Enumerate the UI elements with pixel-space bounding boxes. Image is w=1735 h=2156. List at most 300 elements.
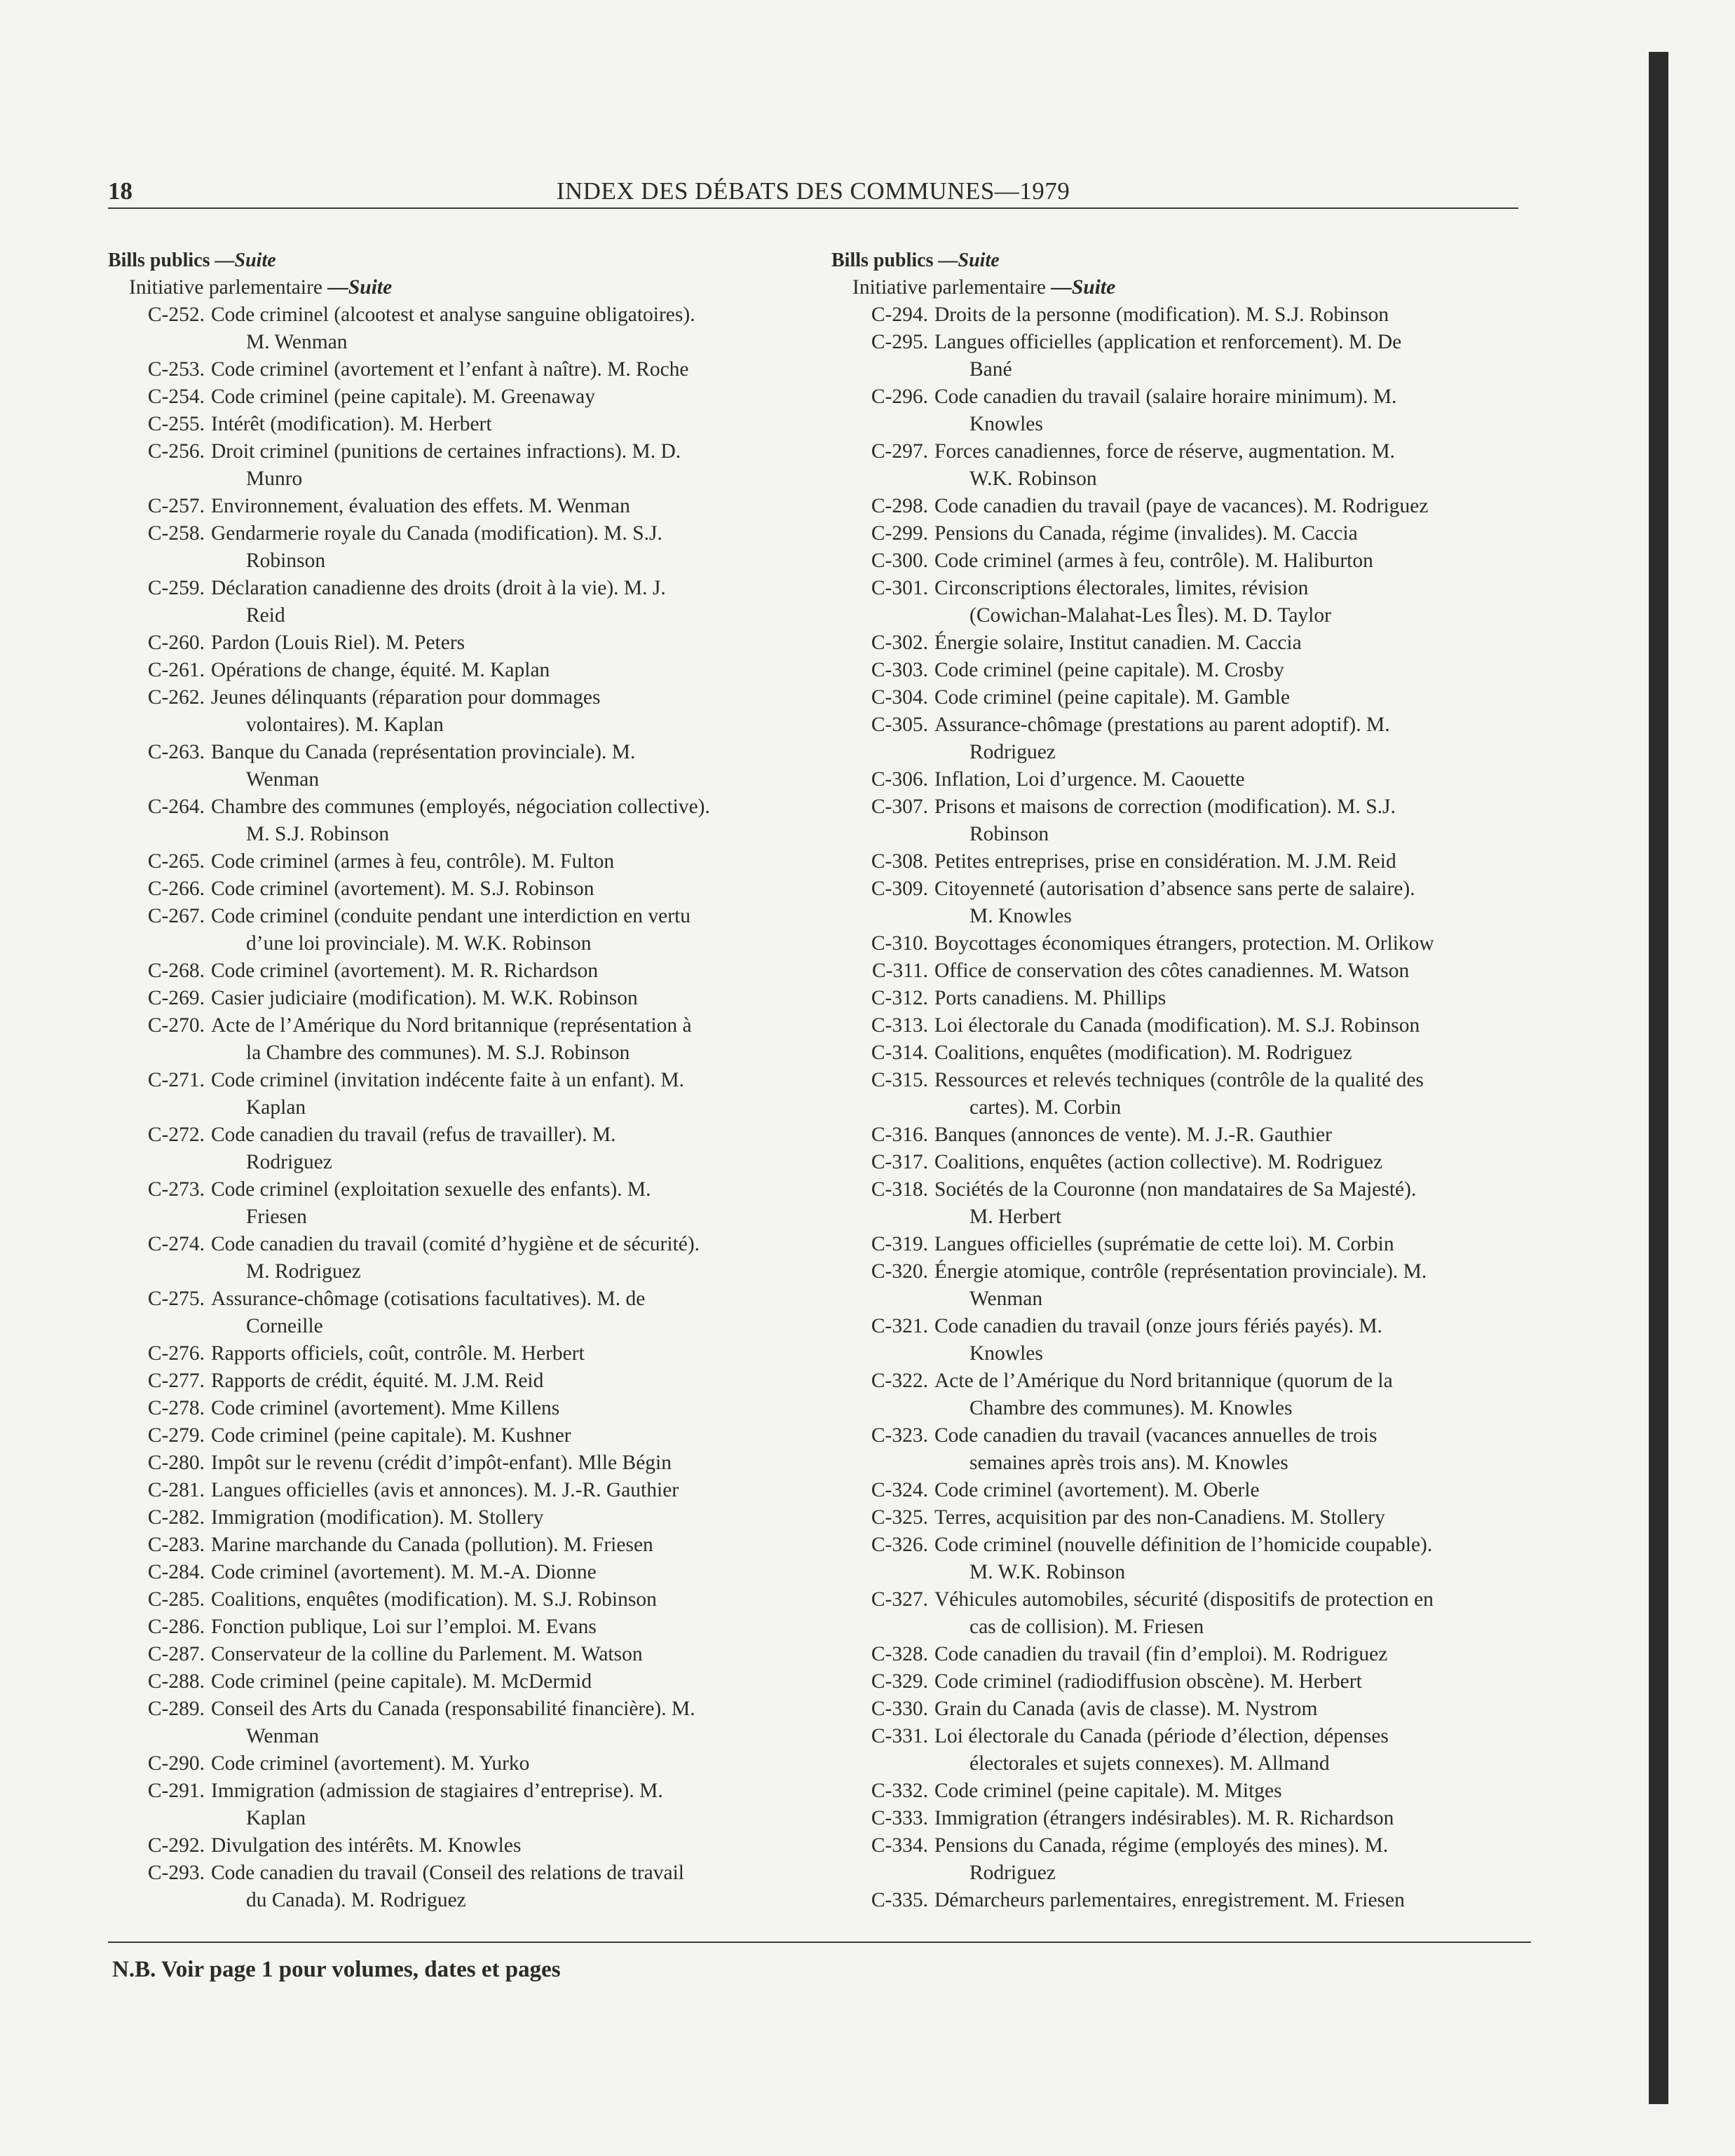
entry-line: Code criminel (avortement). Mme Killens bbox=[211, 1397, 560, 1419]
header-rule bbox=[108, 207, 1518, 209]
index-entry bbox=[831, 1067, 1532, 1121]
bill-description bbox=[934, 793, 1532, 848]
bill-number: C-306. bbox=[871, 768, 928, 791]
bill-number: C-317. bbox=[871, 1151, 928, 1173]
index-entry bbox=[831, 1176, 1532, 1231]
bill-number: C-256. bbox=[147, 440, 205, 463]
bill-description bbox=[211, 1750, 809, 1778]
entry-line: Code criminel (peine capitale). M. Kushner bbox=[211, 1424, 571, 1447]
index-entry bbox=[831, 1832, 1532, 1887]
bill-number: C-310. bbox=[871, 932, 928, 955]
entry-line: Coalitions, enquêtes (modification). M. Rodriguez bbox=[934, 1042, 1352, 1064]
bill-description bbox=[934, 301, 1532, 329]
entry-line: Rapports de crédit, équité. M. J.M. Reid bbox=[211, 1370, 544, 1392]
bill-description bbox=[934, 848, 1532, 875]
entry-line: Code criminel (armes à feu, contrôle). M. Haliburton bbox=[934, 550, 1373, 572]
bill-description bbox=[934, 985, 1532, 1012]
index-entry bbox=[108, 1668, 809, 1696]
bill-description bbox=[934, 547, 1532, 575]
bill-description bbox=[934, 1176, 1532, 1231]
entry-line: Jeunes délinquants (réparation pour dommages bbox=[211, 686, 601, 709]
entry-line: Code criminel (armes à feu, contrôle). M. Fulton bbox=[211, 850, 615, 873]
entry-line: Code criminel (invitation indécente faite à un enfant). M. bbox=[211, 1069, 684, 1091]
entry-line: Fonction publique, Loi sur l’emploi. M. Evans bbox=[211, 1616, 597, 1638]
index-entry bbox=[108, 1176, 809, 1231]
bill-number: C-257. bbox=[147, 495, 205, 517]
entry-continuation-line: M. Wenman bbox=[246, 331, 348, 353]
index-entry bbox=[831, 1477, 1532, 1504]
bill-number: C-282. bbox=[147, 1506, 205, 1529]
bill-number: C-324. bbox=[871, 1479, 928, 1501]
index-entry bbox=[108, 1750, 809, 1778]
footer-rule bbox=[108, 1942, 1531, 1943]
entry-continuation-line: cartes). M. Corbin bbox=[969, 1096, 1122, 1119]
bill-description bbox=[934, 1832, 1532, 1887]
entry-list bbox=[831, 301, 1532, 1914]
index-entry bbox=[108, 1778, 809, 1832]
bill-number: C-300. bbox=[871, 550, 928, 572]
bill-description bbox=[211, 739, 809, 793]
index-entry bbox=[831, 793, 1532, 848]
index-entry bbox=[108, 383, 809, 411]
bill-description bbox=[934, 1258, 1532, 1313]
entry-continuation-line: Friesen bbox=[246, 1206, 307, 1228]
index-entry bbox=[831, 1039, 1532, 1067]
bill-number: C-289. bbox=[147, 1698, 205, 1720]
index-entry bbox=[108, 985, 809, 1012]
entry-line: Circonscriptions électorales, limites, révision bbox=[934, 577, 1309, 599]
entry-line: Code canadien du travail (vacances annuelles de trois bbox=[934, 1424, 1377, 1447]
bill-number: C-288. bbox=[147, 1670, 205, 1693]
index-entry bbox=[831, 520, 1532, 547]
bill-number: C-326. bbox=[871, 1534, 928, 1556]
bill-description bbox=[211, 356, 809, 383]
entry-line: Déclaration canadienne des droits (droit à la vie). M. J. bbox=[211, 577, 666, 599]
index-entry bbox=[831, 1805, 1532, 1832]
bill-number: C-321. bbox=[871, 1315, 928, 1337]
right-column bbox=[831, 247, 1532, 1914]
entry-line: Droits de la personne (modification). M. S.J. Robinson bbox=[934, 303, 1389, 326]
bill-description bbox=[211, 957, 809, 985]
page-number: 18 bbox=[108, 177, 132, 205]
index-entry bbox=[831, 383, 1532, 438]
bill-number: C-313. bbox=[871, 1014, 928, 1037]
index-entry bbox=[831, 875, 1532, 930]
entry-line: Assurance-chômage (cotisations facultatives). M. de bbox=[211, 1288, 646, 1310]
index-entry bbox=[108, 1395, 809, 1422]
index-entry bbox=[108, 575, 809, 629]
bill-description bbox=[211, 1340, 809, 1367]
subsection-continued: —Suite bbox=[327, 276, 393, 299]
entry-continuation-line: électorales et sujets connexes). M. Allmand bbox=[969, 1752, 1330, 1775]
index-entry bbox=[108, 520, 809, 575]
index-entry bbox=[831, 1696, 1532, 1723]
index-entry bbox=[108, 903, 809, 957]
index-entry bbox=[831, 629, 1532, 657]
index-entry bbox=[108, 438, 809, 493]
bill-number: C-268. bbox=[147, 960, 205, 982]
bill-number: C-290. bbox=[147, 1752, 205, 1775]
subsection-continued: —Suite bbox=[1051, 276, 1116, 299]
entry-continuation-line: (Cowichan-Malahat-Les Îles). M. D. Taylor bbox=[969, 604, 1331, 627]
bill-description bbox=[934, 1723, 1532, 1778]
bill-number: C-323. bbox=[871, 1424, 928, 1447]
entry-continuation-line: Knowles bbox=[969, 1342, 1043, 1365]
entry-line: Immigration (admission de stagiaires d’entreprise). M. bbox=[211, 1780, 663, 1802]
index-entry bbox=[108, 657, 809, 684]
index-entry bbox=[831, 1231, 1532, 1258]
bill-description bbox=[934, 629, 1532, 657]
bill-number: C-301. bbox=[871, 577, 928, 599]
index-entry bbox=[108, 1285, 809, 1340]
bill-description bbox=[934, 1313, 1532, 1367]
bill-description bbox=[934, 1121, 1532, 1149]
bill-number: C-298. bbox=[871, 495, 928, 517]
index-entry bbox=[108, 1121, 809, 1176]
bill-description bbox=[934, 684, 1532, 711]
bill-description bbox=[934, 957, 1532, 985]
entry-line: Code criminel (conduite pendant une interdiction en vertu bbox=[211, 905, 691, 927]
entry-continuation-line: cas de collision). M. Friesen bbox=[969, 1616, 1204, 1638]
entry-line: Loi électorale du Canada (période d’élection, dépenses bbox=[934, 1725, 1389, 1747]
entry-line: Rapports officiels, coût, contrôle. M. Herbert bbox=[211, 1342, 585, 1365]
bill-description bbox=[211, 985, 809, 1012]
entry-line: Intérêt (modification). M. Herbert bbox=[211, 413, 492, 435]
index-entry bbox=[108, 629, 809, 657]
bill-description bbox=[211, 1367, 809, 1395]
entry-line: Acte de l’Amérique du Nord britannique (quorum de la bbox=[934, 1370, 1393, 1392]
entry-line: Grain du Canada (avis de classe). M. Nystrom bbox=[934, 1698, 1318, 1720]
entry-line: Conservateur de la colline du Parlement. M. Watson bbox=[211, 1643, 643, 1665]
bill-number: C-292. bbox=[147, 1834, 205, 1857]
entry-line: Banque du Canada (représentation provinciale). M. bbox=[211, 741, 636, 763]
index-entry bbox=[831, 1422, 1532, 1477]
bill-number: C-259. bbox=[147, 577, 205, 599]
entry-line: Prisons et maisons de correction (modification). M. S.J. bbox=[934, 796, 1396, 818]
index-entry bbox=[831, 985, 1532, 1012]
bill-number: C-287. bbox=[147, 1643, 205, 1665]
entry-line: Droit criminel (punitions de certaines infractions). M. D. bbox=[211, 440, 681, 463]
bill-description bbox=[211, 1778, 809, 1832]
bill-description bbox=[934, 575, 1532, 629]
bill-description bbox=[211, 1696, 809, 1750]
entry-line: Code canadien du travail (Conseil des relations de travail bbox=[211, 1862, 684, 1884]
bill-description bbox=[211, 1176, 809, 1231]
index-entry bbox=[831, 1641, 1532, 1668]
bill-number: C-319. bbox=[871, 1233, 928, 1255]
entry-continuation-line: Chambre des communes). M. Knowles bbox=[969, 1397, 1293, 1419]
entry-continuation-line: M. S.J. Robinson bbox=[246, 823, 390, 845]
index-entry bbox=[831, 493, 1532, 520]
subsection-heading bbox=[108, 274, 809, 301]
entry-line: Code criminel (peine capitale). M. Greenaway bbox=[211, 386, 595, 408]
entry-line: Véhicules automobiles, sécurité (dispositifs de protection en bbox=[934, 1588, 1434, 1611]
index-entry bbox=[831, 438, 1532, 493]
bill-number: C-277. bbox=[147, 1370, 205, 1392]
entry-continuation-line: Rodriguez bbox=[246, 1151, 332, 1173]
entry-continuation-line: W.K. Robinson bbox=[969, 468, 1097, 490]
index-entry bbox=[831, 848, 1532, 875]
bill-number: C-258. bbox=[147, 522, 205, 545]
bill-description bbox=[934, 1039, 1532, 1067]
entry-continuation-line: du Canada). M. Rodriguez bbox=[246, 1889, 466, 1911]
entry-line: Petites entreprises, prise en considération. M. J.M. Reid bbox=[934, 850, 1396, 873]
bill-number: C-332. bbox=[871, 1780, 928, 1802]
entry-line: Ports canadiens. M. Phillips bbox=[934, 987, 1166, 1009]
index-entry bbox=[108, 493, 809, 520]
bill-description bbox=[934, 493, 1532, 520]
entry-line: Code canadien du travail (paye de vacances). M. Rodriguez bbox=[934, 495, 1429, 517]
bill-number: C-276. bbox=[147, 1342, 205, 1365]
index-entry bbox=[831, 1121, 1532, 1149]
subsection-heading bbox=[831, 274, 1532, 301]
bill-description bbox=[211, 1559, 809, 1586]
entry-continuation-line: Reid bbox=[246, 604, 285, 627]
entry-line: Forces canadiennes, force de réserve, augmentation. M. bbox=[934, 440, 1395, 463]
bill-description bbox=[934, 1887, 1532, 1914]
entry-line: Chambre des communes (employés, négociation collective). bbox=[211, 796, 710, 818]
bill-number: C-327. bbox=[871, 1588, 928, 1611]
entry-continuation-line: Robinson bbox=[969, 823, 1049, 845]
index-entry bbox=[831, 1012, 1532, 1039]
index-entry bbox=[108, 739, 809, 793]
bill-description bbox=[934, 329, 1532, 383]
bill-number: C-299. bbox=[871, 522, 928, 545]
index-entry bbox=[108, 356, 809, 383]
index-entry bbox=[831, 329, 1532, 383]
entry-line: Code canadien du travail (comité d’hygiène et de sécurité). bbox=[211, 1233, 700, 1255]
bill-description bbox=[211, 848, 809, 875]
bill-number: C-335. bbox=[871, 1889, 928, 1911]
bill-number: C-281. bbox=[147, 1479, 205, 1501]
bill-description bbox=[934, 1668, 1532, 1696]
bill-number: C-291. bbox=[147, 1780, 205, 1802]
entry-line: Langues officielles (avis et annonces). M. J.-R. Gauthier bbox=[211, 1479, 679, 1501]
bill-description bbox=[211, 1504, 809, 1531]
section-heading bbox=[831, 247, 1532, 274]
bill-number: C-265. bbox=[147, 850, 205, 873]
bill-number: C-262. bbox=[147, 686, 205, 709]
index-entry bbox=[831, 684, 1532, 711]
bill-number: C-295. bbox=[871, 331, 928, 353]
entry-line: Code criminel (peine capitale). M. Mitges bbox=[934, 1780, 1282, 1802]
entry-line: Énergie atomique, contrôle (représentation provinciale). M. bbox=[934, 1260, 1427, 1283]
bill-description bbox=[211, 629, 809, 657]
index-entry bbox=[108, 1012, 809, 1067]
bill-number: C-284. bbox=[147, 1561, 205, 1583]
section-title: Bills publics bbox=[108, 250, 210, 271]
index-entry bbox=[831, 547, 1532, 575]
index-entry bbox=[108, 1340, 809, 1367]
bill-number: C-303. bbox=[871, 659, 928, 681]
entry-line: Démarcheurs parlementaires, enregistrement. M. Friesen bbox=[934, 1889, 1405, 1911]
entry-line: Langues officielles (suprématie de cette loi). M. Corbin bbox=[934, 1233, 1394, 1255]
bill-description bbox=[934, 1067, 1532, 1121]
bill-number: C-260. bbox=[147, 632, 205, 654]
index-entry bbox=[108, 684, 809, 739]
entry-line: Code canadien du travail (fin d’emploi). M. Rodriguez bbox=[934, 1643, 1388, 1665]
bill-description bbox=[211, 383, 809, 411]
index-entry bbox=[831, 1778, 1532, 1805]
bill-number: C-308. bbox=[871, 850, 928, 873]
bill-description bbox=[934, 711, 1532, 766]
bill-number: C-309. bbox=[871, 878, 928, 900]
entry-line: Code criminel (peine capitale). M. Crosby bbox=[934, 659, 1284, 681]
bill-number: C-328. bbox=[871, 1643, 928, 1665]
section-title: Bills publics bbox=[831, 250, 934, 271]
bill-number: C-293. bbox=[147, 1862, 205, 1884]
entry-line: Impôt sur le revenu (crédit d’impôt-enfant). Mlle Bégin bbox=[211, 1452, 672, 1474]
bill-description bbox=[211, 438, 809, 493]
bill-number: C-271. bbox=[147, 1069, 205, 1091]
entry-line: Code canadien du travail (refus de travailler). M. bbox=[211, 1124, 616, 1146]
running-title: INDEX DES DÉBATS DES COMMUNES—1979 bbox=[556, 177, 1070, 205]
index-entry bbox=[108, 1422, 809, 1449]
entry-line: Pardon (Louis Riel). M. Peters bbox=[211, 632, 465, 654]
bill-number: C-322. bbox=[871, 1370, 928, 1392]
entry-line: Gendarmerie royale du Canada (modification). M. S.J. bbox=[211, 522, 662, 545]
index-entry bbox=[108, 957, 809, 985]
entry-continuation-line: volontaires). M. Kaplan bbox=[246, 714, 444, 736]
bill-description bbox=[211, 1613, 809, 1641]
section-heading bbox=[108, 247, 809, 274]
bill-number: C-316. bbox=[871, 1124, 928, 1146]
entry-line: Immigration (étrangers indésirables). M. R. Richardson bbox=[934, 1807, 1394, 1829]
bill-number: C-315. bbox=[871, 1069, 928, 1091]
entry-line: Ressources et relevés techniques (contrôle de la qualité des bbox=[934, 1069, 1424, 1091]
bill-number: C-272. bbox=[147, 1124, 205, 1146]
bill-description bbox=[211, 1067, 809, 1121]
index-entry bbox=[831, 301, 1532, 329]
entry-continuation-line: Wenman bbox=[246, 1725, 320, 1747]
bill-description bbox=[934, 1641, 1532, 1668]
bill-number: C-274. bbox=[147, 1233, 205, 1255]
bill-number: C-314. bbox=[871, 1042, 928, 1064]
entry-line: Code criminel (nouvelle définition de l’homicide coupable). bbox=[934, 1534, 1433, 1556]
bill-number: C-331. bbox=[871, 1725, 928, 1747]
entry-continuation-line: M. Rodriguez bbox=[246, 1260, 361, 1283]
entry-continuation-line: Bané bbox=[969, 358, 1012, 381]
bill-description bbox=[934, 1367, 1532, 1422]
bill-number: C-267. bbox=[147, 905, 205, 927]
bill-description bbox=[211, 793, 809, 848]
bill-number: C-252. bbox=[147, 303, 205, 326]
entry-line: Code canadien du travail (onze jours fériés payés). M. bbox=[934, 1315, 1382, 1337]
entry-continuation-line: semaines après trois ans). M. Knowles bbox=[969, 1452, 1288, 1474]
entry-continuation-line: Rodriguez bbox=[969, 741, 1056, 763]
bill-description bbox=[934, 1586, 1532, 1641]
index-entry bbox=[108, 793, 809, 848]
entry-continuation-line: Munro bbox=[246, 468, 303, 490]
index-entry bbox=[831, 1149, 1532, 1176]
entry-continuation-line: M. W.K. Robinson bbox=[969, 1561, 1126, 1583]
bill-description bbox=[211, 493, 809, 520]
index-entry bbox=[108, 1586, 809, 1613]
bill-description bbox=[211, 301, 809, 356]
bill-description bbox=[211, 575, 809, 629]
bill-description bbox=[934, 930, 1532, 957]
subsection-title: Initiative parlementaire bbox=[129, 276, 323, 299]
bill-number: C-311. bbox=[871, 960, 928, 982]
entry-line: Immigration (modification). M. Stollery bbox=[211, 1506, 544, 1529]
bill-number: C-253. bbox=[147, 358, 205, 381]
entry-continuation-line: Kaplan bbox=[246, 1096, 306, 1119]
bill-number: C-320. bbox=[871, 1260, 928, 1283]
entry-line: Conseil des Arts du Canada (responsabilité financière). M. bbox=[211, 1698, 695, 1720]
bill-description bbox=[211, 903, 809, 957]
bill-description bbox=[211, 1231, 809, 1285]
bill-number: C-286. bbox=[147, 1616, 205, 1638]
entry-line: Marine marchande du Canada (pollution). M. Friesen bbox=[211, 1534, 653, 1556]
entry-list bbox=[108, 301, 809, 1914]
index-entry bbox=[108, 1231, 809, 1285]
bill-description bbox=[211, 520, 809, 575]
entry-continuation-line: M. Herbert bbox=[969, 1206, 1062, 1228]
index-entry bbox=[831, 711, 1532, 766]
entry-line: Énergie solaire, Institut canadien. M. Caccia bbox=[934, 632, 1302, 654]
index-entry bbox=[831, 1723, 1532, 1778]
entry-continuation-line: Wenman bbox=[969, 1288, 1043, 1310]
bill-number: C-279. bbox=[147, 1424, 205, 1447]
entry-line: Code criminel (avortement). M. S.J. Robinson bbox=[211, 878, 594, 900]
entry-continuation-line: Kaplan bbox=[246, 1807, 306, 1829]
index-entry bbox=[108, 1860, 809, 1914]
index-entry bbox=[831, 766, 1532, 793]
entry-line: Inflation, Loi d’urgence. M. Caouette bbox=[934, 768, 1245, 791]
entry-continuation-line: Corneille bbox=[246, 1315, 323, 1337]
bill-number: C-273. bbox=[147, 1178, 205, 1201]
bill-description bbox=[934, 1504, 1532, 1531]
index-entry bbox=[831, 1887, 1532, 1914]
index-entry bbox=[108, 1696, 809, 1750]
section-continued: —Suite bbox=[215, 250, 276, 271]
bill-number: C-254. bbox=[147, 386, 205, 408]
bill-description bbox=[934, 1149, 1532, 1176]
bill-number: C-334. bbox=[871, 1834, 928, 1857]
bill-description bbox=[934, 1422, 1532, 1477]
bill-number: C-285. bbox=[147, 1588, 205, 1611]
bill-description bbox=[934, 1696, 1532, 1723]
bill-number: C-283. bbox=[147, 1534, 205, 1556]
bill-description bbox=[934, 1778, 1532, 1805]
bill-number: C-264. bbox=[147, 796, 205, 818]
bill-description bbox=[934, 766, 1532, 793]
bill-number: C-312. bbox=[871, 987, 928, 1009]
bill-number: C-278. bbox=[147, 1397, 205, 1419]
index-entry bbox=[108, 1559, 809, 1586]
bill-number: C-255. bbox=[147, 413, 205, 435]
entry-line: Loi électorale du Canada (modification). M. S.J. Robinson bbox=[934, 1014, 1420, 1037]
subsection-title: Initiative parlementaire bbox=[852, 276, 1047, 299]
entry-line: Code criminel (avortement et l’enfant à naître). M. Roche bbox=[211, 358, 689, 381]
bill-description bbox=[211, 1860, 809, 1914]
index-entry bbox=[108, 848, 809, 875]
bill-number: C-304. bbox=[871, 686, 928, 709]
entry-continuation-line: Wenman bbox=[246, 768, 320, 791]
page-header bbox=[108, 175, 1518, 207]
bill-number: C-302. bbox=[871, 632, 928, 654]
entry-line: Opérations de change, équité. M. Kaplan bbox=[211, 659, 550, 681]
bill-number: C-330. bbox=[871, 1698, 928, 1720]
bill-description bbox=[211, 1422, 809, 1449]
entry-line: Coalitions, enquêtes (action collective). M. Rodriguez bbox=[934, 1151, 1382, 1173]
entry-line: Casier judiciaire (modification). M. W.K. Robinson bbox=[211, 987, 638, 1009]
bill-description bbox=[934, 875, 1532, 930]
bill-description bbox=[934, 520, 1532, 547]
index-entry bbox=[831, 1531, 1532, 1586]
bill-number: C-275. bbox=[147, 1288, 205, 1310]
entry-line: Office de conservation des côtes canadiennes. M. Watson bbox=[934, 960, 1410, 982]
